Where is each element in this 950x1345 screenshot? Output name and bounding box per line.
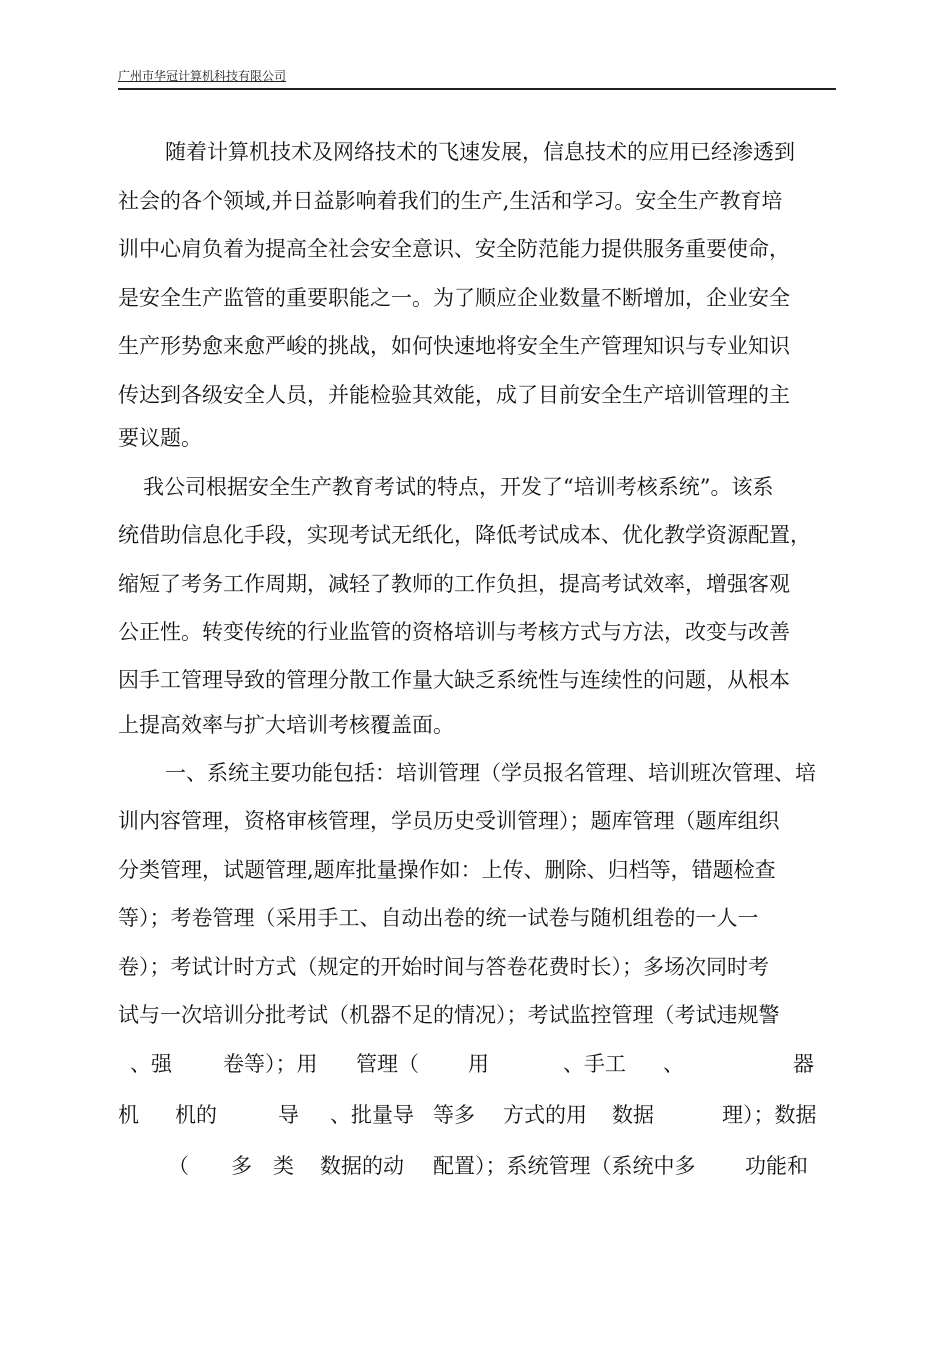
fragment-2-6: 方式的用 <box>503 1103 587 1127</box>
paragraph-3-line-6: 试与一次培训分批考试（机器不足的情况）；考试监控管理（考试违规警 <box>118 1003 780 1027</box>
paragraph-1-line-2: 社会的各个领域,并日益影响着我们的生产,生活和学习。安全生产教育培 <box>118 189 783 213</box>
fragment-2-1: 机 <box>118 1103 139 1127</box>
paragraph-2-line-2: 统借助信息化手段，实现考试无纸化，降低考试成本、优化教学资源配置， <box>118 523 811 547</box>
fragment-1-4: 用 <box>468 1052 489 1076</box>
company-name: 广州市华冠计算机科技有限公司 <box>118 69 287 83</box>
paragraph-1-line-3: 训中心肩负着为提高全社会安全意识、安全防范能力提供服务重要使命， <box>118 237 790 261</box>
fragment-2-3: 导 <box>278 1103 299 1127</box>
paragraph-3-line-1: 一、系统主要功能包括：培训管理（学员报名管理、培训班次管理、培 <box>165 761 816 785</box>
fragment-3-1: （ <box>168 1154 189 1178</box>
paragraph-3-line-4: 等）；考卷管理（采用手工、自动出卷的统一试卷与随机组卷的一人一 <box>118 906 759 930</box>
fragment-3-3: 类 <box>273 1154 294 1178</box>
fragment-3-5: 配置）；系统管理（系统中多 <box>433 1154 696 1178</box>
paragraph-3-line-3: 分类管理，试题管理,题库批量操作如：上传、删除、归档等，错题检查 <box>118 858 776 882</box>
paragraph-3-line-5: 卷）；考试计时方式（规定的开始时间与答卷花费时长）；多场次同时考 <box>118 955 769 979</box>
paragraph-2-line-3: 缩短了考务工作周期，减轻了教师的工作负担，提高考试效率，增强客观 <box>118 572 790 596</box>
paragraph-3-line-2: 训内容管理，资格审核管理，学员历史受训管理）；题库管理（题库组织 <box>118 809 780 833</box>
fragment-3-4: 数据的动 <box>320 1154 404 1178</box>
paragraph-1-line-6: 传达到各级安全人员，并能检验其效能，成了目前安全生产培训管理的主 <box>118 383 790 407</box>
fragment-1-7: 器 <box>793 1052 814 1076</box>
paragraph-1-line-4: 是安全生产监管的重要职能之一。为了顺应企业数量不断增加，企业安全 <box>118 286 790 310</box>
fragment-1-5: 、手工 <box>563 1052 626 1076</box>
fragment-3-2: 多 <box>231 1154 252 1178</box>
paragraph-1-line-7: 要议题。 <box>118 426 202 450</box>
paragraph-1-line-5: 生产形势愈来愈严峻的挑战，如何快速地将安全生产管理知识与专业知识 <box>118 334 790 358</box>
fragment-2-5: 等多 <box>433 1103 475 1127</box>
fragment-1-3: 管理（ <box>356 1052 419 1076</box>
fragment-2-8: 理）；数据 <box>722 1103 817 1127</box>
page-header <box>118 66 836 90</box>
fragment-1-6: 、 <box>663 1052 684 1076</box>
paragraph-2-line-6: 上提高效率与扩大培训考核覆盖面。 <box>118 713 454 737</box>
paragraph-2-line-1: 我公司根据安全生产教育考试的特点，开发了“培训考核系统”。该系 <box>143 475 774 499</box>
fragment-1-1: 、强 <box>130 1052 172 1076</box>
fragment-2-7: 数据 <box>612 1103 654 1127</box>
fragment-2-2: 机的 <box>175 1103 217 1127</box>
paragraph-1-line-1: 随着计算机技术及网络技术的飞速发展，信息技术的应用已经渗透到 <box>165 140 795 164</box>
paragraph-2-line-4: 公正性。转变传统的行业监管的资格培训与考核方式与方法，改变与改善 <box>118 620 790 644</box>
fragment-1-2: 卷等）；用 <box>223 1052 318 1076</box>
fragment-3-6: 功能和 <box>745 1154 808 1178</box>
paragraph-2-line-5: 因手工管理导致的管理分散工作量大缺乏系统性与连续性的问题，从根本 <box>118 668 790 692</box>
fragment-2-4: 、批量导 <box>330 1103 414 1127</box>
